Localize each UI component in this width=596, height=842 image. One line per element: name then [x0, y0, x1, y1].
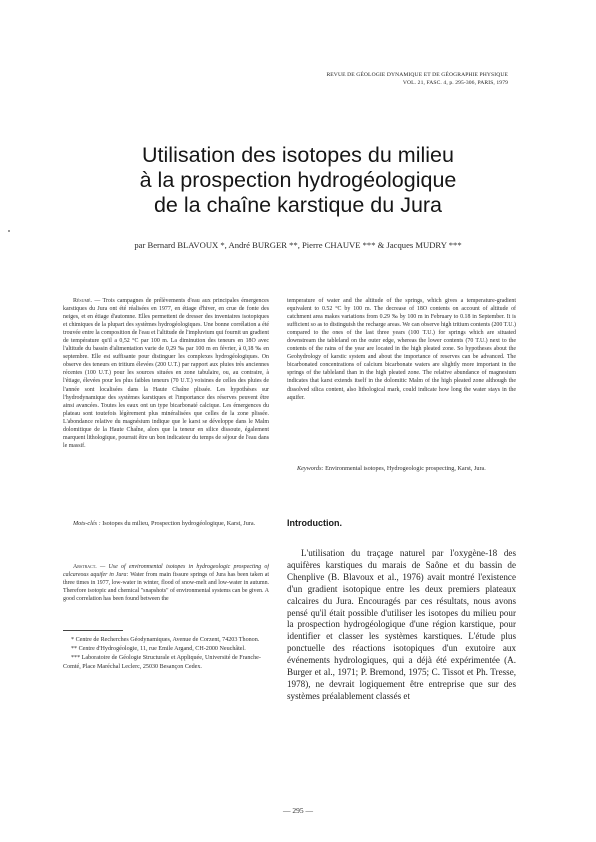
abstract-block [63, 563, 269, 620]
abstract-cont-text: temperature of water and the altitude of the springs, which gives a temperature-gradient equivalent to 0.52 °C by 100 m. The decrease of 18O contents on account of altitude of catchment area makes variations from 0.29 ‰ by 100 m in February to 0.18 in September. It is sufficient so as to distinguish the recharge areas. We can observe high tritium contents (200 T.U.) compared to the ones of the last three years (100 T.U.) for springs which are situated downstream the tableland on the outer edge, whereas the lower contents (70 T.U.) next to the contents of the rains of the year are located in the high pleated zone. So hypotheses about the Geohydrology of karstic system and about the importance of reserves can be advanced. The bicarbonated concentrations of calcium bicarbonate waters are slightly more important in the springs of the tableland than in the high pleated zone. The relative abundance of magnesium indicates that karst extends itself in the dolomitic Malm of the high pleated zone although the dissolved silica content, also lithological mark, could indicate how long the water stays in the aquifer. [287, 298, 516, 401]
footnote-3: *** Laboratoire de Géologie Structurale et Appliquée, Université de Franche-Comté, Place Maréchal Leclerc, 25030 Besançon Cedex. [63, 655, 261, 670]
title-line-2: à la prospection hydrogéologique [139, 168, 457, 192]
title-line-1: Utilisation des isotopes du milieu [142, 143, 454, 167]
resume-text: — Trois campagnes de prélèvements d'eau aux principales émergences karstiques du Jura ont été réalisées en 1977, en étiage d'hiver, en crue de fonte des neiges, et en étiage d'automne. Elles permettent de dresser des inventaires isotopiques et chimiques de la plupart des systèmes hydrogéologiques. Une bonne corrélation a été trouvée entre la composition de l'eau et l'altitude de l'impluvium qui fournit un gradient de température qu'il a 0,52 °C par 100 m. La diminution des teneurs en 18O avec l'altitude du bassin d'alimentation varie de 0,29 ‰ par 100 m en février, à 0,18 ‰ en septembre. Elle est suffisante pour distinguer les complexes hydrogéologiques. On observe des teneurs en tritium élevées (200 U.T.) par rapport aux pluies très anciennes récentes (100 U.T.) pour les sources situées en zone tabulaire, ou, au contraire, à l'étiage, élevées pour les plus faibles teneurs (70 U.T.) voisines de celles des pluies de l'année sont localisées dans la Haute Chaîne plissée. Les hypothèses sur l'hydrodynamique des systèmes karstiques et l'importance des réserves peuvent être ainsi avancées. Toutes les eaux ont un type bicarbonaté calcique. Les émergences du plateau sont toutefois légèrement plus minéralisées que celles de la zone plissée. L'abondance relative du magnésium indique que le karst se développe dans le Malm dolomitique de la Haute Chaîne, alors que la teneur en silice dissoute, également marquent lithologique, pourrait être un bon indicateur du temps de séjour de l'eau dans le massif. [63, 298, 269, 449]
journal-issue: VOL. 21, FASC. 4, p. 295-306, PARIS, 1979 [402, 80, 508, 86]
introduction-heading: Introduction. [287, 518, 342, 528]
abstract-lead: Abstract. [73, 564, 97, 570]
abstract-continued [287, 297, 516, 458]
introduction-text: L'utilisation du traçage naturel par l'oxygène-18 des aquifères karstiques du marais de Saône et du bassin de Chenplive (B. Blavoux et al., 1976) avait montré l'existence d'un gradient isotopique entre les deux premiers plateaux calcaires du Jura. Encouragés par ces résultats, nous avons pensé qu'il était possible d'utiliser les isotopes du milieu pour la prospection hydrogéologique d'une région karstique, pour identifier et classer les systèmes karstiques. L'étude plus ponctuelle des réactions isotopiques d'un exutoire aux événements hydrologiques, qui a déjà été expérimentée (A. Burger et al., 1971; P. Bremond, 1975; C. Tissot et Ph. Tresse, 1978), ne devrait logiquement être entreprise que sur des systèmes préalablement classés et [287, 548, 516, 701]
keywords-fr-label: Mots-clés : [73, 520, 101, 527]
footnotes [63, 636, 269, 672]
page-number: — 295 — [283, 806, 313, 815]
authors-line: par Bernard BLAVOUX *, André BURGER **, Pierre CHAUVE *** & Jacques MUDRY *** [134, 240, 462, 250]
keywords-en-text: Environmental isotopes, Hydrogeologic prospecting, Karst, Jura. [325, 465, 486, 472]
resume-lead: Résumé. [73, 298, 92, 304]
keywords-en-label: Keywords: [297, 465, 324, 472]
footnote-rule [63, 630, 123, 631]
keywords-en [287, 465, 516, 473]
journal-header [248, 71, 508, 87]
keywords-fr [63, 520, 269, 528]
abstract-title: — Use of environmental isotopes in hydrogeologic prospecting of calcareous aquifer in Jura: [63, 564, 269, 579]
keywords-fr-text: Isotopes du milieu, Prospection hydrogéologique, Karst, Jura. [102, 520, 256, 527]
introduction-body [287, 548, 516, 784]
abstract-text: Water from main fissure springs of Jura has been taken at three times in 1977, low-water in winter, flood of snow-melt and low-water in autumn. Therefore isotopic and chemical "snapshots" of environmental systems can be given. A good correlation has been found between the [63, 572, 269, 603]
resume-block [63, 297, 269, 516]
footnote-2: ** Centre d'Hydrogéologie, 11, rue Emile Argand, CH-2000 Neuchâtel. [71, 646, 246, 653]
footnote-1: * Centre de Recherches Géodynamiques, Avenue de Corzent, 74203 Thonon. [71, 637, 260, 643]
journal-name: REVUE DE GÉOLOGIE DYNAMIQUE ET DE GÉOGRAPHIE PHYSIQUE [326, 72, 508, 78]
title-line-3: de la chaîne karstique du Jura [153, 193, 443, 217]
article-title [60, 143, 536, 218]
margin-mark [8, 230, 10, 232]
